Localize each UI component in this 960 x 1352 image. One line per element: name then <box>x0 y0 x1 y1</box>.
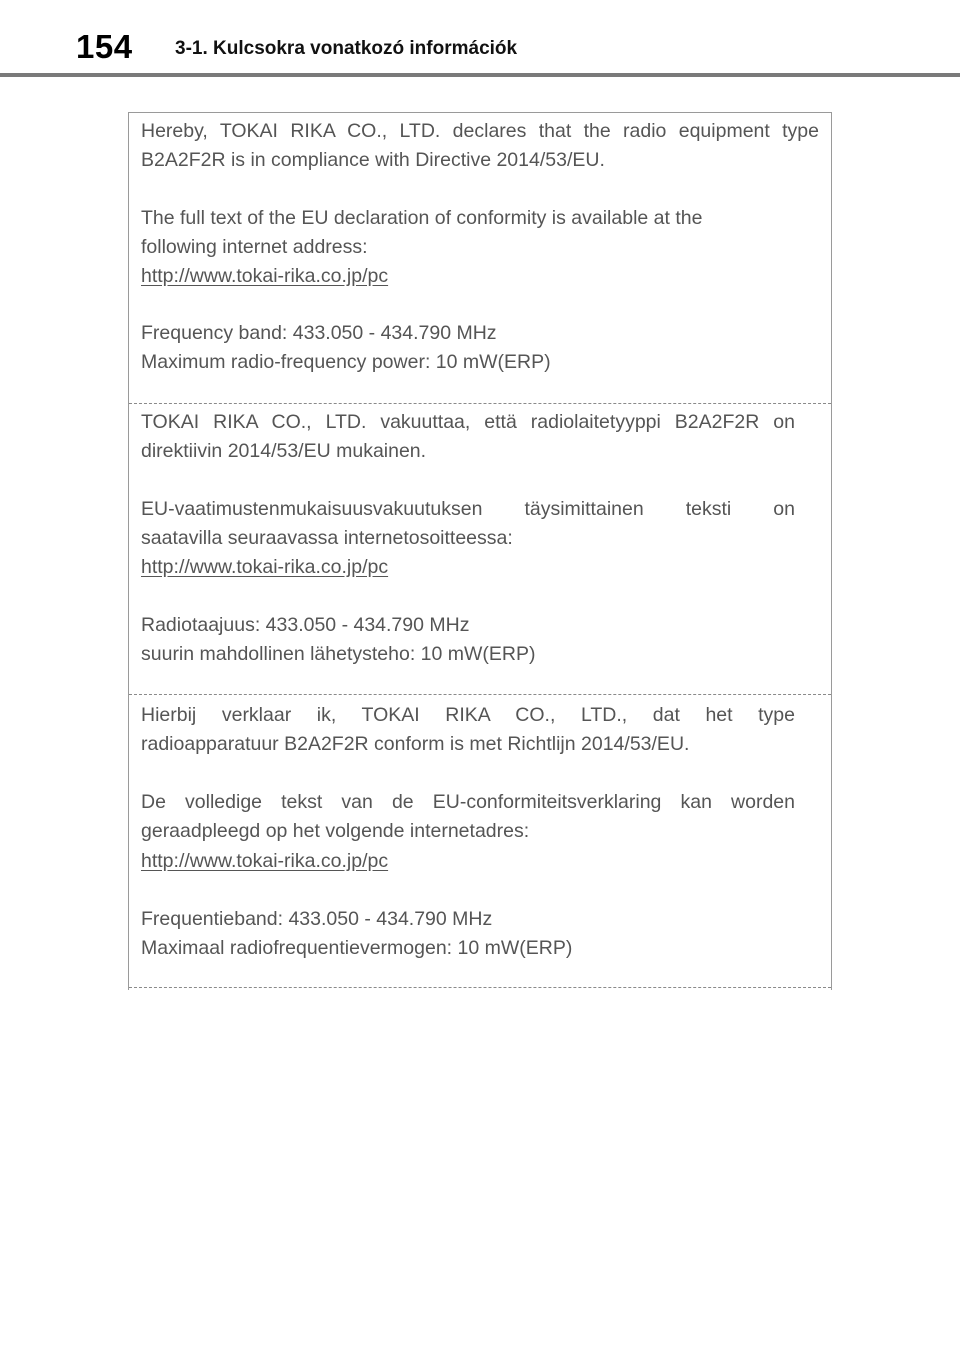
page-header <box>0 0 960 78</box>
availability-paragraph-en <box>141 204 819 262</box>
declaration-block-en <box>129 113 831 403</box>
radio-specs-fi <box>141 611 795 669</box>
radio-specs-en <box>141 319 795 377</box>
declaration-block-fi <box>129 403 831 695</box>
max-power-text: Maximum radio-frequency power: 10 mW(ERP) <box>141 351 551 373</box>
section-title: 3-1. Kulcsokra vonatkozó információk <box>175 38 518 59</box>
statement-paragraph-en <box>141 117 819 175</box>
availability-line: De volledige tekst van de EU-conformiteitsverklaring kan worden <box>141 791 795 813</box>
page-number: 154 <box>76 28 133 65</box>
statement-line: Hierbij verklaar ik, TOKAI RIKA CO., LTD., dat het type <box>141 704 795 726</box>
header-rule <box>0 73 960 77</box>
availability-paragraph-fi <box>141 495 795 553</box>
frequency-band-text: Radiotaajuus: 433.050 - 434.790 MHz <box>141 614 470 636</box>
declaration-url-link[interactable]: http://www.tokai-rika.co.jp/pc <box>141 850 389 872</box>
frequency-band-text: Frequency band: 433.050 - 434.790 MHz <box>141 322 497 344</box>
availability-line: The full text of the EU declaration of conformity is available at the <box>141 207 703 229</box>
statement-line: radioapparatuur B2A2F2R conform is met Richtlijn 2014/53/EU. <box>141 733 690 755</box>
statement-paragraph-fi <box>141 408 795 466</box>
availability-line: geraadpleegd op het volgende internetadres: <box>141 820 530 842</box>
statement-line: B2A2F2R is in compliance with Directive 2014/53/EU. <box>141 149 605 171</box>
max-power-text: suurin mahdollinen lähetysteho: 10 mW(ERP) <box>141 643 536 665</box>
dashed-divider <box>129 987 831 988</box>
declaration-panel <box>128 112 832 990</box>
max-power-text: Maximaal radiofrequentievermogen: 10 mW(ERP) <box>141 937 573 959</box>
availability-line: following internet address: <box>141 236 368 258</box>
radio-specs-nl <box>141 905 795 963</box>
availability-paragraph-nl <box>141 788 795 846</box>
statement-paragraph-nl <box>141 701 795 759</box>
statement-line: Hereby, TOKAI RIKA CO., LTD. declares that the radio equipment type <box>141 120 819 142</box>
availability-line: EU-vaatimustenmukaisuusvakuutuksen täysimittainen teksti on <box>141 498 795 520</box>
statement-line: direktiivin 2014/53/EU mukainen. <box>141 440 427 462</box>
declaration-block-nl <box>129 695 831 989</box>
declaration-url-link[interactable]: http://www.tokai-rika.co.jp/pc <box>141 556 389 578</box>
statement-line: TOKAI RIKA CO., LTD. vakuuttaa, että radiolaitetyyppi B2A2F2R on <box>141 411 795 433</box>
declaration-url-link[interactable]: http://www.tokai-rika.co.jp/pc <box>141 265 389 287</box>
frequency-band-text: Frequentieband: 433.050 - 434.790 MHz <box>141 908 493 930</box>
availability-line: saatavilla seuraavassa internetosoitteessa: <box>141 527 513 549</box>
